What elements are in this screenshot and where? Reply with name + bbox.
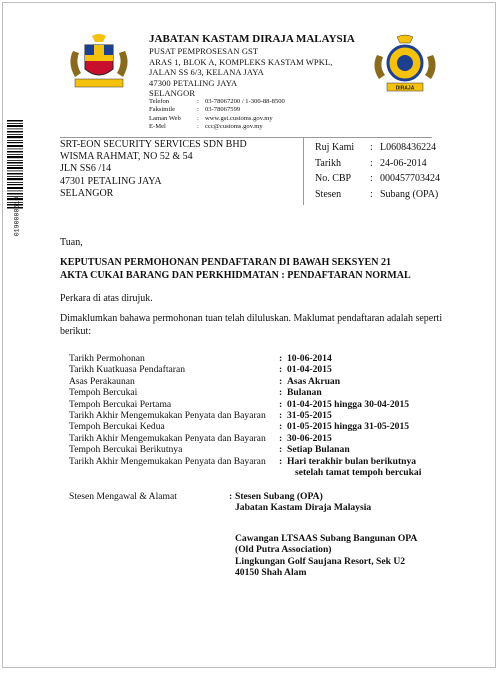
recipient-line: WISMA RAHMAT, NO 52 & 54	[60, 151, 193, 163]
detail-row: Asas Perakaunan : Asas Akruan	[69, 375, 341, 387]
branch-address	[235, 533, 455, 579]
reference-row: Stesen : Subang (OPA)	[315, 187, 455, 203]
detail-row: Tempoh Bercukai Berikutnya : Setiap Bulanan	[69, 444, 350, 456]
branch-address-line: 40150 Shah Alam	[235, 567, 307, 579]
detail-label: Tarikh Permohonan	[69, 353, 145, 364]
detail-label: Tempoh Bercukai Kedua	[69, 421, 165, 433]
reference-label: Ruj Kami	[315, 142, 355, 153]
station-label: Stesen Mengawal & Alamat	[69, 491, 177, 502]
detail-value: 31-05-2015	[287, 410, 332, 422]
reference-row: No. CBP : 000457703424	[315, 171, 455, 187]
contact-label: E-Mel	[149, 122, 166, 130]
department-name: JABATAN KASTAM DIRAJA MALAYSIA	[149, 33, 355, 45]
contact-details	[149, 98, 389, 131]
station-row: Stesen Mengawal & Alamat : Stesen Subang (OPA)	[69, 491, 323, 502]
branch-address-line: (Old Putra Association)	[235, 544, 332, 556]
detail-label: Tempoh Bercukai Pertama	[69, 398, 172, 410]
reference-row: Ruj Kami : L0608436224	[315, 140, 455, 156]
detail-label: Tarikh Kuatkuasa Pendaftaran	[69, 364, 186, 376]
crest-right-caption: DIRAJA	[395, 85, 415, 92]
station-address-line: Jabatan Kastam Diraja Malaysia	[235, 502, 372, 513]
reference-block	[315, 140, 455, 202]
recipient-line: 47301 PETALING JAYA	[60, 175, 162, 187]
department-header	[149, 33, 379, 99]
address-line: PUSAT PEMPROSESAN GST	[149, 46, 259, 56]
contact-row: Faksimile : 03-78067599	[149, 106, 241, 114]
contact-value: ccc@customs.gov.my	[205, 122, 263, 130]
detail-value: 10-06-2014	[287, 353, 332, 364]
contact-label: Telefon	[149, 98, 170, 105]
divider	[303, 137, 304, 205]
station-value: Stesen Subang (OPA)	[235, 491, 323, 502]
coat-of-arms-left-icon	[63, 33, 135, 93]
reference-value: 000457703424	[380, 173, 440, 184]
paragraph: Perkara di atas dirujuk.	[60, 293, 153, 304]
branch-address-line: Lingkungan Golf Saujana Resort, Sek U2	[235, 555, 406, 567]
contact-row: E-Mel : ccc@customs.gov.my	[149, 122, 263, 130]
detail-value: 01-04-2015	[287, 364, 332, 376]
salutation: Tuan,	[60, 237, 83, 248]
contact-label: Faksimile	[149, 106, 176, 114]
detail-value: Hari terakhir bulan berikutnya	[287, 455, 417, 467]
contact-value: 03-78067599	[205, 106, 241, 114]
station-address	[235, 502, 455, 513]
detail-label: Asas Perakaunan	[69, 375, 135, 387]
detail-value: 30-06-2015	[287, 432, 332, 444]
detail-row: Tarikh Akhir Mengemukakan Penyata dan Bayaran : 31-05-2015	[69, 410, 332, 422]
detail-row: Tarikh Kuatkuasa Pendaftaran : 01-04-2015	[69, 364, 332, 376]
detail-value: 01-04-2015 hingga 30-04-2015	[287, 398, 410, 410]
detail-label: Tempoh Bercukai	[69, 387, 138, 399]
detail-value: 01-05-2015 hingga 31-05-2015	[287, 421, 410, 433]
paragraph: Dimaklumkan bahawa permohonan tuan telah diluluskan. Maklumat pendaftaran adalah seperti berikut:	[60, 313, 443, 337]
barcode-number: 0190000610	[13, 196, 21, 237]
contact-row: Telefon : 03-78067200 / 1-300-88-8500	[149, 98, 285, 105]
reference-label: No. CBP	[315, 173, 352, 184]
address-line: SELANGOR	[149, 88, 196, 98]
detail-label: Tarikh Akhir Mengemukakan Penyata dan Bayaran	[69, 455, 266, 467]
detail-row: Tempoh Bercukai Pertama : 01-04-2015 hingga 30-04-2015	[69, 398, 410, 410]
reference-row: Tarikh : 24-06-2014	[315, 156, 455, 172]
address-line: 47300 PETALING JAYA	[149, 77, 238, 88]
branch-address-line: Cawangan LTSAAS Subang Bangunan OPA	[235, 533, 418, 544]
detail-row: Tarikh Akhir Mengemukakan Penyata dan Bayaran : 30-06-2015	[69, 432, 332, 444]
detail-row-continuation	[69, 467, 469, 478]
reference-value: Subang (OPA)	[380, 188, 439, 200]
detail-row: Tempoh Bercukai Kedua : 01-05-2015 hingga 31-05-2015	[69, 421, 410, 433]
detail-row: Tarikh Permohonan : 10-06-2014	[69, 353, 332, 364]
detail-label: Tarikh Akhir Mengemukakan Penyata dan Bayaran	[69, 410, 266, 422]
detail-value: setelah tamat tempoh bercukai	[295, 467, 422, 479]
registration-details	[69, 353, 469, 478]
recipient-address	[60, 139, 280, 200]
detail-row: Tarikh Akhir Mengemukakan Penyata dan Bayaran : Hari terakhir bulan berikutnya	[69, 455, 417, 467]
detail-label: Tarikh Akhir Mengemukakan Penyata dan Bayaran	[69, 432, 266, 444]
address-line: ARAS 1, BLOK A, KOMPLEKS KASTAM WPKL,	[149, 56, 333, 67]
contact-label: Laman Web	[149, 114, 181, 122]
detail-value: Bulanan	[287, 387, 322, 399]
detail-label: Tempoh Bercukai Berikutnya	[69, 444, 183, 456]
recipient-line: SELANGOR	[60, 187, 114, 199]
reference-value: 24-06-2014	[380, 157, 427, 169]
detail-value: Setiap Bulanan	[287, 444, 350, 456]
controlling-station	[69, 491, 449, 502]
reference-label: Tarikh	[315, 157, 341, 169]
customs-emblem-icon	[369, 33, 441, 93]
address-line: JALAN SS 6/3, KELANA JAYA	[149, 67, 264, 77]
letter-page	[2, 2, 496, 668]
detail-row: Tempoh Bercukai : Bulanan	[69, 387, 322, 399]
reference-label: Stesen	[315, 188, 342, 200]
reference-value: L0608436224	[380, 142, 437, 153]
contact-value: 03-78067200 / 1-300-88-8500	[205, 98, 285, 105]
detail-value: Asas Akruan	[287, 375, 341, 387]
contact-value: www.gst.customs.gov.my	[205, 114, 273, 122]
divider	[60, 137, 432, 138]
contact-row: Laman Web : www.gst.customs.gov.my	[149, 114, 273, 122]
recipient-line: SRT-EON SECURITY SERVICES SDN BHD	[60, 139, 247, 150]
letter-subject: KEPUTUSAN PERMOHONAN PENDAFTARAN DI BAWAH SEKSYEN 21 AKTA CUKAI BARANG DAN PERKHIDMATAN : PENDAFTARAN NORMAL	[60, 257, 411, 281]
recipient-line: JLN SS6 /14	[60, 163, 112, 175]
